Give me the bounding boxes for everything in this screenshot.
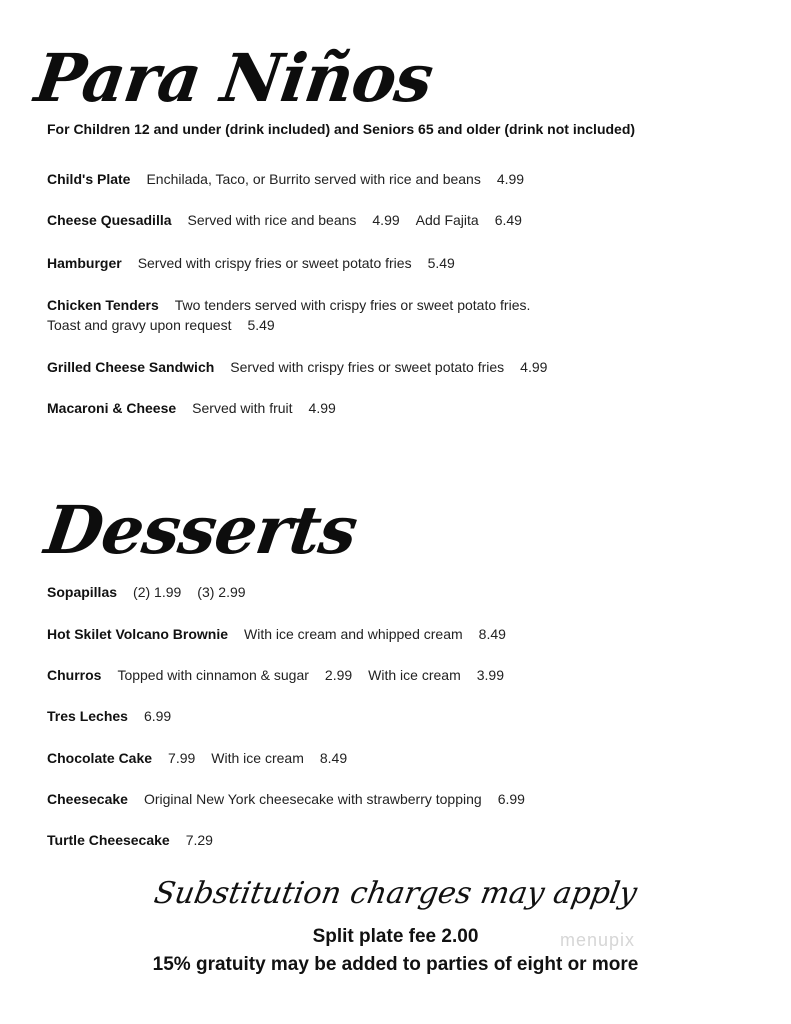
menu-item-volcano-brownie — [47, 624, 522, 644]
item-price: 5.49 — [247, 317, 275, 333]
item-name: Tres Leches — [47, 708, 128, 724]
item-addon: Add Fajita — [415, 212, 479, 228]
item-name: Sopapillas — [47, 584, 118, 600]
item-name: Chocolate Cake — [47, 750, 153, 766]
item-note: Toast and gravy upon request — [47, 317, 232, 333]
item-price: 7.99 — [168, 750, 196, 766]
menu-item-chicken-tenders — [47, 295, 546, 335]
menu-item-hamburger — [47, 253, 471, 273]
item-addon-price: 3.99 — [476, 667, 504, 683]
item-price: 7.29 — [185, 832, 213, 848]
menu-item-turtle-cheesecake — [47, 830, 229, 850]
item-name: Churros — [47, 667, 102, 683]
menu-item-grilled-cheese — [47, 357, 563, 377]
item-name: Hot Skilet Volcano Brownie — [47, 626, 228, 642]
watermark: menupix — [560, 930, 636, 950]
substitution-note: Substitution charges may apply — [151, 876, 640, 911]
item-description: Enchilada, Taco, or Burrito served with rice and beans — [146, 171, 481, 187]
item-price: 6.99 — [143, 708, 172, 724]
item-addon-price: 8.49 — [319, 750, 348, 766]
item-name: Turtle Cheesecake — [47, 832, 170, 848]
item-price: 5.49 — [427, 255, 455, 271]
item-description: Served with crispy fries or sweet potato fries — [230, 359, 505, 375]
item-description: Served with crispy fries or sweet potato fries — [137, 255, 412, 271]
item-description: Original New York cheesecake with strawberry topping — [143, 791, 482, 807]
item-price: (2) 1.99 — [133, 584, 182, 600]
item-name: Cheesecake — [47, 791, 128, 807]
item-name: Child's Plate — [47, 171, 131, 187]
menu-item-macaroni-cheese — [47, 398, 352, 418]
item-addon: With ice cream — [368, 667, 461, 683]
kids-section-title: Para Niños — [30, 39, 438, 117]
kids-subtitle: For Children 12 and under (drink included) and Seniors 65 and older (drink not included) — [47, 121, 636, 137]
item-description: Served with rice and beans — [187, 212, 357, 228]
item-price: 4.99 — [496, 171, 525, 187]
split-plate-fee: Split plate fee 2.00 — [312, 926, 479, 947]
item-price: 4.99 — [308, 400, 336, 416]
menu-item-cheesecake — [47, 789, 541, 809]
menu-item-tres-leches — [47, 706, 187, 726]
menu-item-cheese-quesadilla — [47, 210, 538, 230]
item-addon: With ice cream — [211, 750, 304, 766]
item-price: 6.99 — [497, 791, 525, 807]
menu-item-churros — [47, 665, 520, 685]
item-price: 2.99 — [324, 667, 353, 683]
item-name: Macaroni & Cheese — [47, 400, 177, 416]
item-name: Grilled Cheese Sandwich — [47, 359, 215, 375]
item-price: 4.99 — [372, 212, 400, 228]
item-description: Two tenders served with crispy fries or sweet potato fries. — [174, 297, 531, 313]
item-name: Chicken Tenders — [47, 297, 159, 313]
item-name: Cheese Quesadilla — [47, 212, 172, 228]
item-description-line2 — [47, 315, 546, 335]
menu-item-chocolate-cake — [47, 748, 363, 768]
item-addon-price: 6.49 — [494, 212, 522, 228]
item-price: (3) 2.99 — [197, 584, 246, 600]
menu-item-sopapillas — [47, 582, 262, 602]
gratuity-note: 15% gratuity may be added to parties of eight or more — [152, 954, 639, 975]
item-description: With ice cream and whipped cream — [244, 626, 463, 642]
item-description: Topped with cinnamon & sugar — [117, 667, 309, 683]
item-description: Served with fruit — [192, 400, 293, 416]
item-price: 8.49 — [478, 626, 506, 642]
item-price: 4.99 — [520, 359, 548, 375]
desserts-section-title: Desserts — [40, 491, 362, 569]
menu-item-childs-plate — [47, 169, 540, 189]
item-name: Hamburger — [47, 255, 122, 271]
